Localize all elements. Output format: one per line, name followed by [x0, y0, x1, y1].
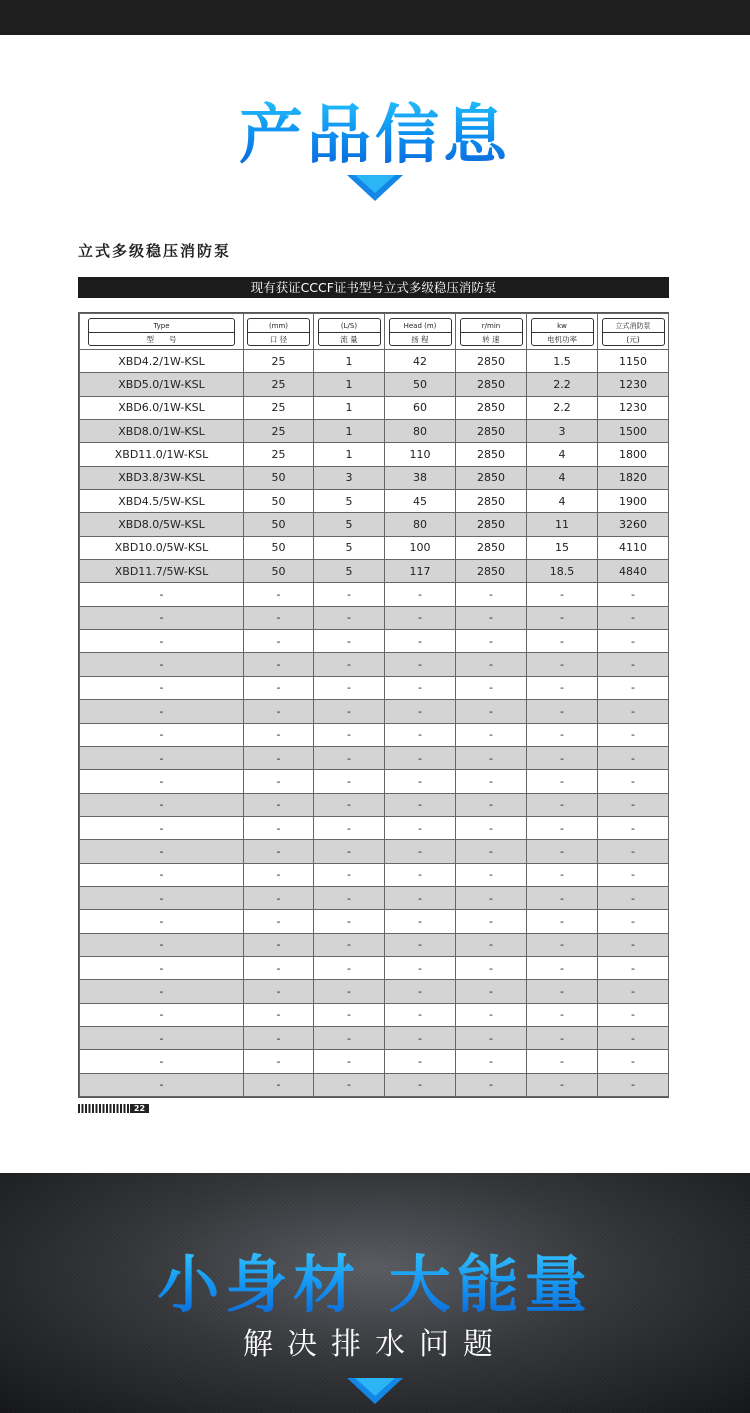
value-cell: -: [385, 700, 456, 723]
value-cell: -: [385, 910, 456, 933]
value-cell: -: [244, 886, 314, 909]
value-cell: -: [527, 746, 598, 769]
value-cell: -: [385, 956, 456, 979]
value-cell: -: [598, 746, 669, 769]
header-cell: [80, 314, 244, 350]
value-cell: 1: [314, 396, 385, 419]
value-cell: -: [598, 676, 669, 699]
value-cell: -: [244, 840, 314, 863]
value-cell: -: [456, 840, 527, 863]
value-cell: -: [314, 1003, 385, 1026]
promo-panel: [0, 1173, 750, 1413]
value-cell: -: [598, 886, 669, 909]
value-cell: -: [244, 630, 314, 653]
value-cell: -: [314, 933, 385, 956]
model-cell: XBD11.0/1W-KSL: [80, 443, 244, 466]
value-cell: 42: [385, 350, 456, 373]
model-cell: -: [80, 910, 244, 933]
page-number-label: 22: [130, 1104, 149, 1113]
value-cell: -: [385, 1003, 456, 1026]
value-cell: -: [527, 1003, 598, 1026]
table-row: [80, 513, 669, 536]
model-cell: -: [80, 583, 244, 606]
value-cell: -: [314, 956, 385, 979]
model-cell: -: [80, 1026, 244, 1049]
model-cell: -: [80, 793, 244, 816]
value-cell: 50: [244, 560, 314, 583]
value-cell: -: [314, 840, 385, 863]
value-cell: 4840: [598, 560, 669, 583]
model-cell: -: [80, 723, 244, 746]
value-cell: 3260: [598, 513, 669, 536]
value-cell: -: [385, 816, 456, 839]
value-cell: 25: [244, 420, 314, 443]
value-cell: -: [598, 933, 669, 956]
model-cell: -: [80, 770, 244, 793]
value-cell: -: [456, 793, 527, 816]
table-row: [80, 816, 669, 839]
table-row: [80, 653, 669, 676]
value-cell: -: [314, 1050, 385, 1073]
header-top-label: Type: [89, 319, 234, 333]
model-cell: -: [80, 700, 244, 723]
value-cell: 1: [314, 420, 385, 443]
value-cell: -: [314, 770, 385, 793]
table-row: [80, 700, 669, 723]
value-cell: -: [598, 980, 669, 1003]
value-cell: -: [527, 933, 598, 956]
value-cell: -: [456, 1026, 527, 1049]
value-cell: -: [385, 933, 456, 956]
table-row: [80, 746, 669, 769]
table-row: [80, 396, 669, 419]
value-cell: -: [456, 676, 527, 699]
model-cell: XBD10.0/5W-KSL: [80, 536, 244, 559]
value-cell: -: [527, 980, 598, 1003]
model-cell: XBD6.0/1W-KSL: [80, 396, 244, 419]
model-cell: -: [80, 676, 244, 699]
value-cell: -: [314, 980, 385, 1003]
value-cell: -: [244, 723, 314, 746]
value-cell: 50: [385, 373, 456, 396]
value-cell: 5: [314, 560, 385, 583]
value-cell: -: [527, 653, 598, 676]
value-cell: -: [456, 956, 527, 979]
value-cell: 1: [314, 443, 385, 466]
value-cell: -: [456, 980, 527, 1003]
table-row: [80, 956, 669, 979]
header-cell: [244, 314, 314, 350]
header-cell: [598, 314, 669, 350]
value-cell: -: [598, 1073, 669, 1096]
value-cell: -: [385, 653, 456, 676]
value-cell: 100: [385, 536, 456, 559]
table-row: [80, 1003, 669, 1026]
value-cell: -: [456, 583, 527, 606]
value-cell: -: [244, 816, 314, 839]
value-cell: 50: [244, 490, 314, 513]
slogan: 小身材 大能量: [0, 1235, 750, 1324]
table-header-row: [80, 314, 669, 350]
value-cell: -: [385, 723, 456, 746]
value-cell: -: [527, 630, 598, 653]
value-cell: -: [314, 1073, 385, 1096]
table-row: [80, 630, 669, 653]
model-cell: XBD3.8/3W-KSL: [80, 466, 244, 489]
table-row: [80, 1073, 669, 1096]
table-row: [80, 443, 669, 466]
value-cell: -: [598, 1003, 669, 1026]
value-cell: -: [527, 583, 598, 606]
value-cell: -: [385, 676, 456, 699]
model-cell: XBD4.5/5W-KSL: [80, 490, 244, 513]
value-cell: -: [244, 583, 314, 606]
model-cell: -: [80, 606, 244, 629]
value-cell: -: [598, 840, 669, 863]
value-cell: -: [385, 1050, 456, 1073]
value-cell: -: [314, 793, 385, 816]
header-cell: [456, 314, 527, 350]
value-cell: 2850: [456, 490, 527, 513]
value-cell: 2850: [456, 466, 527, 489]
value-cell: 1230: [598, 396, 669, 419]
value-cell: 2.2: [527, 373, 598, 396]
model-cell: XBD4.2/1W-KSL: [80, 350, 244, 373]
value-cell: -: [598, 630, 669, 653]
table-row: [80, 723, 669, 746]
model-cell: -: [80, 746, 244, 769]
model-cell: -: [80, 816, 244, 839]
value-cell: 2850: [456, 420, 527, 443]
value-cell: 2850: [456, 373, 527, 396]
value-cell: -: [527, 606, 598, 629]
header-bottom-label: (元): [626, 334, 640, 344]
header-box: [531, 318, 594, 346]
value-cell: -: [456, 933, 527, 956]
section-title: 产品信息: [0, 84, 750, 176]
model-cell: -: [80, 1073, 244, 1096]
value-cell: 45: [385, 490, 456, 513]
value-cell: -: [598, 910, 669, 933]
spec-table: [78, 312, 669, 1098]
header-bottom-label: 转 速: [482, 334, 500, 344]
chevron-down-icon-highlight: [355, 1378, 395, 1396]
value-cell: -: [385, 630, 456, 653]
value-cell: 50: [244, 513, 314, 536]
value-cell: 25: [244, 443, 314, 466]
value-cell: 5: [314, 536, 385, 559]
value-cell: -: [244, 606, 314, 629]
value-cell: -: [385, 1026, 456, 1049]
header-cell: [385, 314, 456, 350]
value-cell: -: [527, 840, 598, 863]
value-cell: -: [527, 956, 598, 979]
value-cell: -: [456, 816, 527, 839]
table-row: [80, 490, 669, 513]
header-bottom-label: 电机功率: [547, 334, 577, 344]
table-row: [80, 840, 669, 863]
value-cell: 50: [244, 466, 314, 489]
value-cell: 1: [314, 350, 385, 373]
value-cell: -: [314, 700, 385, 723]
value-cell: 2850: [456, 513, 527, 536]
value-cell: -: [527, 793, 598, 816]
value-cell: 110: [385, 443, 456, 466]
value-cell: -: [456, 630, 527, 653]
value-cell: -: [598, 1050, 669, 1073]
table-row: [80, 886, 669, 909]
value-cell: -: [598, 606, 669, 629]
value-cell: 80: [385, 420, 456, 443]
model-cell: -: [80, 956, 244, 979]
value-cell: -: [456, 910, 527, 933]
value-cell: 1: [314, 373, 385, 396]
value-cell: -: [244, 980, 314, 1003]
barcode-icon: [78, 1104, 130, 1113]
table-banner: 现有获证CCCF证书型号立式多级稳压消防泵: [78, 277, 669, 298]
value-cell: 80: [385, 513, 456, 536]
value-cell: 5: [314, 490, 385, 513]
value-cell: -: [314, 886, 385, 909]
value-cell: -: [385, 886, 456, 909]
header-top-label: Head (m): [390, 319, 451, 333]
value-cell: 5: [314, 513, 385, 536]
value-cell: 2850: [456, 560, 527, 583]
document-heading: 立式多级稳压消防泵: [78, 242, 232, 260]
header-bottom-label: 扬 程: [411, 334, 429, 344]
value-cell: -: [385, 793, 456, 816]
value-cell: 60: [385, 396, 456, 419]
value-cell: -: [314, 863, 385, 886]
model-cell: -: [80, 980, 244, 1003]
value-cell: -: [456, 746, 527, 769]
model-cell: XBD8.0/1W-KSL: [80, 420, 244, 443]
value-cell: -: [244, 933, 314, 956]
model-cell: -: [80, 886, 244, 909]
value-cell: -: [527, 1050, 598, 1073]
value-cell: -: [314, 1026, 385, 1049]
value-cell: -: [314, 723, 385, 746]
value-cell: -: [385, 746, 456, 769]
value-cell: 50: [244, 536, 314, 559]
value-cell: -: [527, 816, 598, 839]
table-row: [80, 676, 669, 699]
header-top-label: (L/S): [319, 319, 380, 333]
value-cell: -: [244, 1003, 314, 1026]
header-box: [318, 318, 381, 346]
value-cell: -: [385, 606, 456, 629]
value-cell: 2850: [456, 350, 527, 373]
value-cell: -: [244, 793, 314, 816]
model-cell: XBD5.0/1W-KSL: [80, 373, 244, 396]
header-box: [460, 318, 523, 346]
value-cell: -: [456, 886, 527, 909]
value-cell: -: [314, 583, 385, 606]
model-cell: XBD11.7/5W-KSL: [80, 560, 244, 583]
value-cell: -: [314, 910, 385, 933]
value-cell: -: [385, 770, 456, 793]
table-row: [80, 980, 669, 1003]
value-cell: -: [244, 700, 314, 723]
value-cell: -: [314, 606, 385, 629]
value-cell: 15: [527, 536, 598, 559]
value-cell: 25: [244, 373, 314, 396]
value-cell: -: [598, 956, 669, 979]
value-cell: -: [456, 653, 527, 676]
table-row: [80, 373, 669, 396]
table-row: [80, 910, 669, 933]
value-cell: -: [598, 816, 669, 839]
value-cell: -: [244, 1073, 314, 1096]
value-cell: 1800: [598, 443, 669, 466]
header-bottom-label: 口 径: [269, 334, 288, 344]
value-cell: -: [244, 746, 314, 769]
value-cell: -: [527, 770, 598, 793]
value-cell: -: [598, 1026, 669, 1049]
model-cell: -: [80, 840, 244, 863]
value-cell: 3: [314, 466, 385, 489]
header-bottom-label: 流 量: [340, 334, 358, 344]
value-cell: -: [598, 583, 669, 606]
page-number: [78, 1104, 150, 1113]
value-cell: -: [385, 1073, 456, 1096]
value-cell: -: [456, 1073, 527, 1096]
value-cell: -: [385, 840, 456, 863]
model-cell: -: [80, 1003, 244, 1026]
header-cell: [314, 314, 385, 350]
value-cell: -: [314, 746, 385, 769]
table-row: [80, 350, 669, 373]
header-bottom-label: 型 号: [146, 334, 177, 344]
value-cell: 18.5: [527, 560, 598, 583]
value-cell: 2850: [456, 536, 527, 559]
value-cell: -: [314, 653, 385, 676]
table-row: [80, 793, 669, 816]
value-cell: 25: [244, 350, 314, 373]
chevron-down-icon-highlight: [355, 175, 395, 193]
value-cell: 4: [527, 443, 598, 466]
value-cell: 1230: [598, 373, 669, 396]
value-cell: 2850: [456, 396, 527, 419]
value-cell: 1820: [598, 466, 669, 489]
value-cell: -: [527, 676, 598, 699]
value-cell: 2850: [456, 443, 527, 466]
header-top-label: 立式消防泵: [603, 319, 664, 333]
header-box: [389, 318, 452, 346]
value-cell: -: [527, 1026, 598, 1049]
value-cell: -: [314, 816, 385, 839]
value-cell: -: [456, 606, 527, 629]
sub-slogan: 解决排水问题: [243, 1327, 507, 1362]
model-cell: -: [80, 863, 244, 886]
value-cell: 38: [385, 466, 456, 489]
header-box: [88, 318, 235, 346]
header-top-label: kw: [532, 319, 593, 333]
table-row: [80, 1026, 669, 1049]
value-cell: -: [244, 770, 314, 793]
value-cell: -: [527, 1073, 598, 1096]
value-cell: 4110: [598, 536, 669, 559]
header-box: [247, 318, 309, 346]
value-cell: 117: [385, 560, 456, 583]
value-cell: 4: [527, 466, 598, 489]
table-row: [80, 560, 669, 583]
value-cell: -: [527, 886, 598, 909]
value-cell: -: [456, 723, 527, 746]
value-cell: -: [244, 676, 314, 699]
value-cell: -: [244, 910, 314, 933]
value-cell: 1900: [598, 490, 669, 513]
value-cell: -: [456, 1050, 527, 1073]
value-cell: -: [598, 700, 669, 723]
value-cell: -: [456, 770, 527, 793]
value-cell: 2.2: [527, 396, 598, 419]
table-row: [80, 863, 669, 886]
value-cell: -: [598, 793, 669, 816]
value-cell: 1500: [598, 420, 669, 443]
value-cell: -: [456, 700, 527, 723]
table-row: [80, 536, 669, 559]
table-row: [80, 606, 669, 629]
value-cell: -: [244, 956, 314, 979]
header-cell: [527, 314, 598, 350]
value-cell: 1.5: [527, 350, 598, 373]
value-cell: -: [598, 653, 669, 676]
value-cell: -: [527, 723, 598, 746]
model-cell: -: [80, 933, 244, 956]
table-row: [80, 1050, 669, 1073]
value-cell: 25: [244, 396, 314, 419]
value-cell: 1150: [598, 350, 669, 373]
value-cell: -: [527, 863, 598, 886]
value-cell: -: [527, 700, 598, 723]
model-cell: XBD8.0/5W-KSL: [80, 513, 244, 536]
table-row: [80, 770, 669, 793]
value-cell: -: [385, 863, 456, 886]
value-cell: -: [456, 863, 527, 886]
value-cell: 3: [527, 420, 598, 443]
value-cell: -: [314, 630, 385, 653]
value-cell: -: [314, 676, 385, 699]
header-box: [602, 318, 665, 346]
table-row: [80, 466, 669, 489]
value-cell: -: [244, 1050, 314, 1073]
value-cell: -: [456, 1003, 527, 1026]
value-cell: 4: [527, 490, 598, 513]
value-cell: -: [385, 583, 456, 606]
value-cell: -: [598, 723, 669, 746]
value-cell: -: [385, 980, 456, 1003]
table-row: [80, 933, 669, 956]
header-top-label: (mm): [248, 319, 308, 333]
header-top-label: r/min: [461, 319, 522, 333]
value-cell: -: [244, 1026, 314, 1049]
value-cell: -: [244, 653, 314, 676]
top-bar: [0, 0, 750, 35]
value-cell: -: [244, 863, 314, 886]
value-cell: 11: [527, 513, 598, 536]
model-cell: -: [80, 653, 244, 676]
table-row: [80, 583, 669, 606]
model-cell: -: [80, 1050, 244, 1073]
value-cell: -: [598, 863, 669, 886]
value-cell: -: [527, 910, 598, 933]
table-row: [80, 420, 669, 443]
value-cell: -: [598, 770, 669, 793]
model-cell: -: [80, 630, 244, 653]
